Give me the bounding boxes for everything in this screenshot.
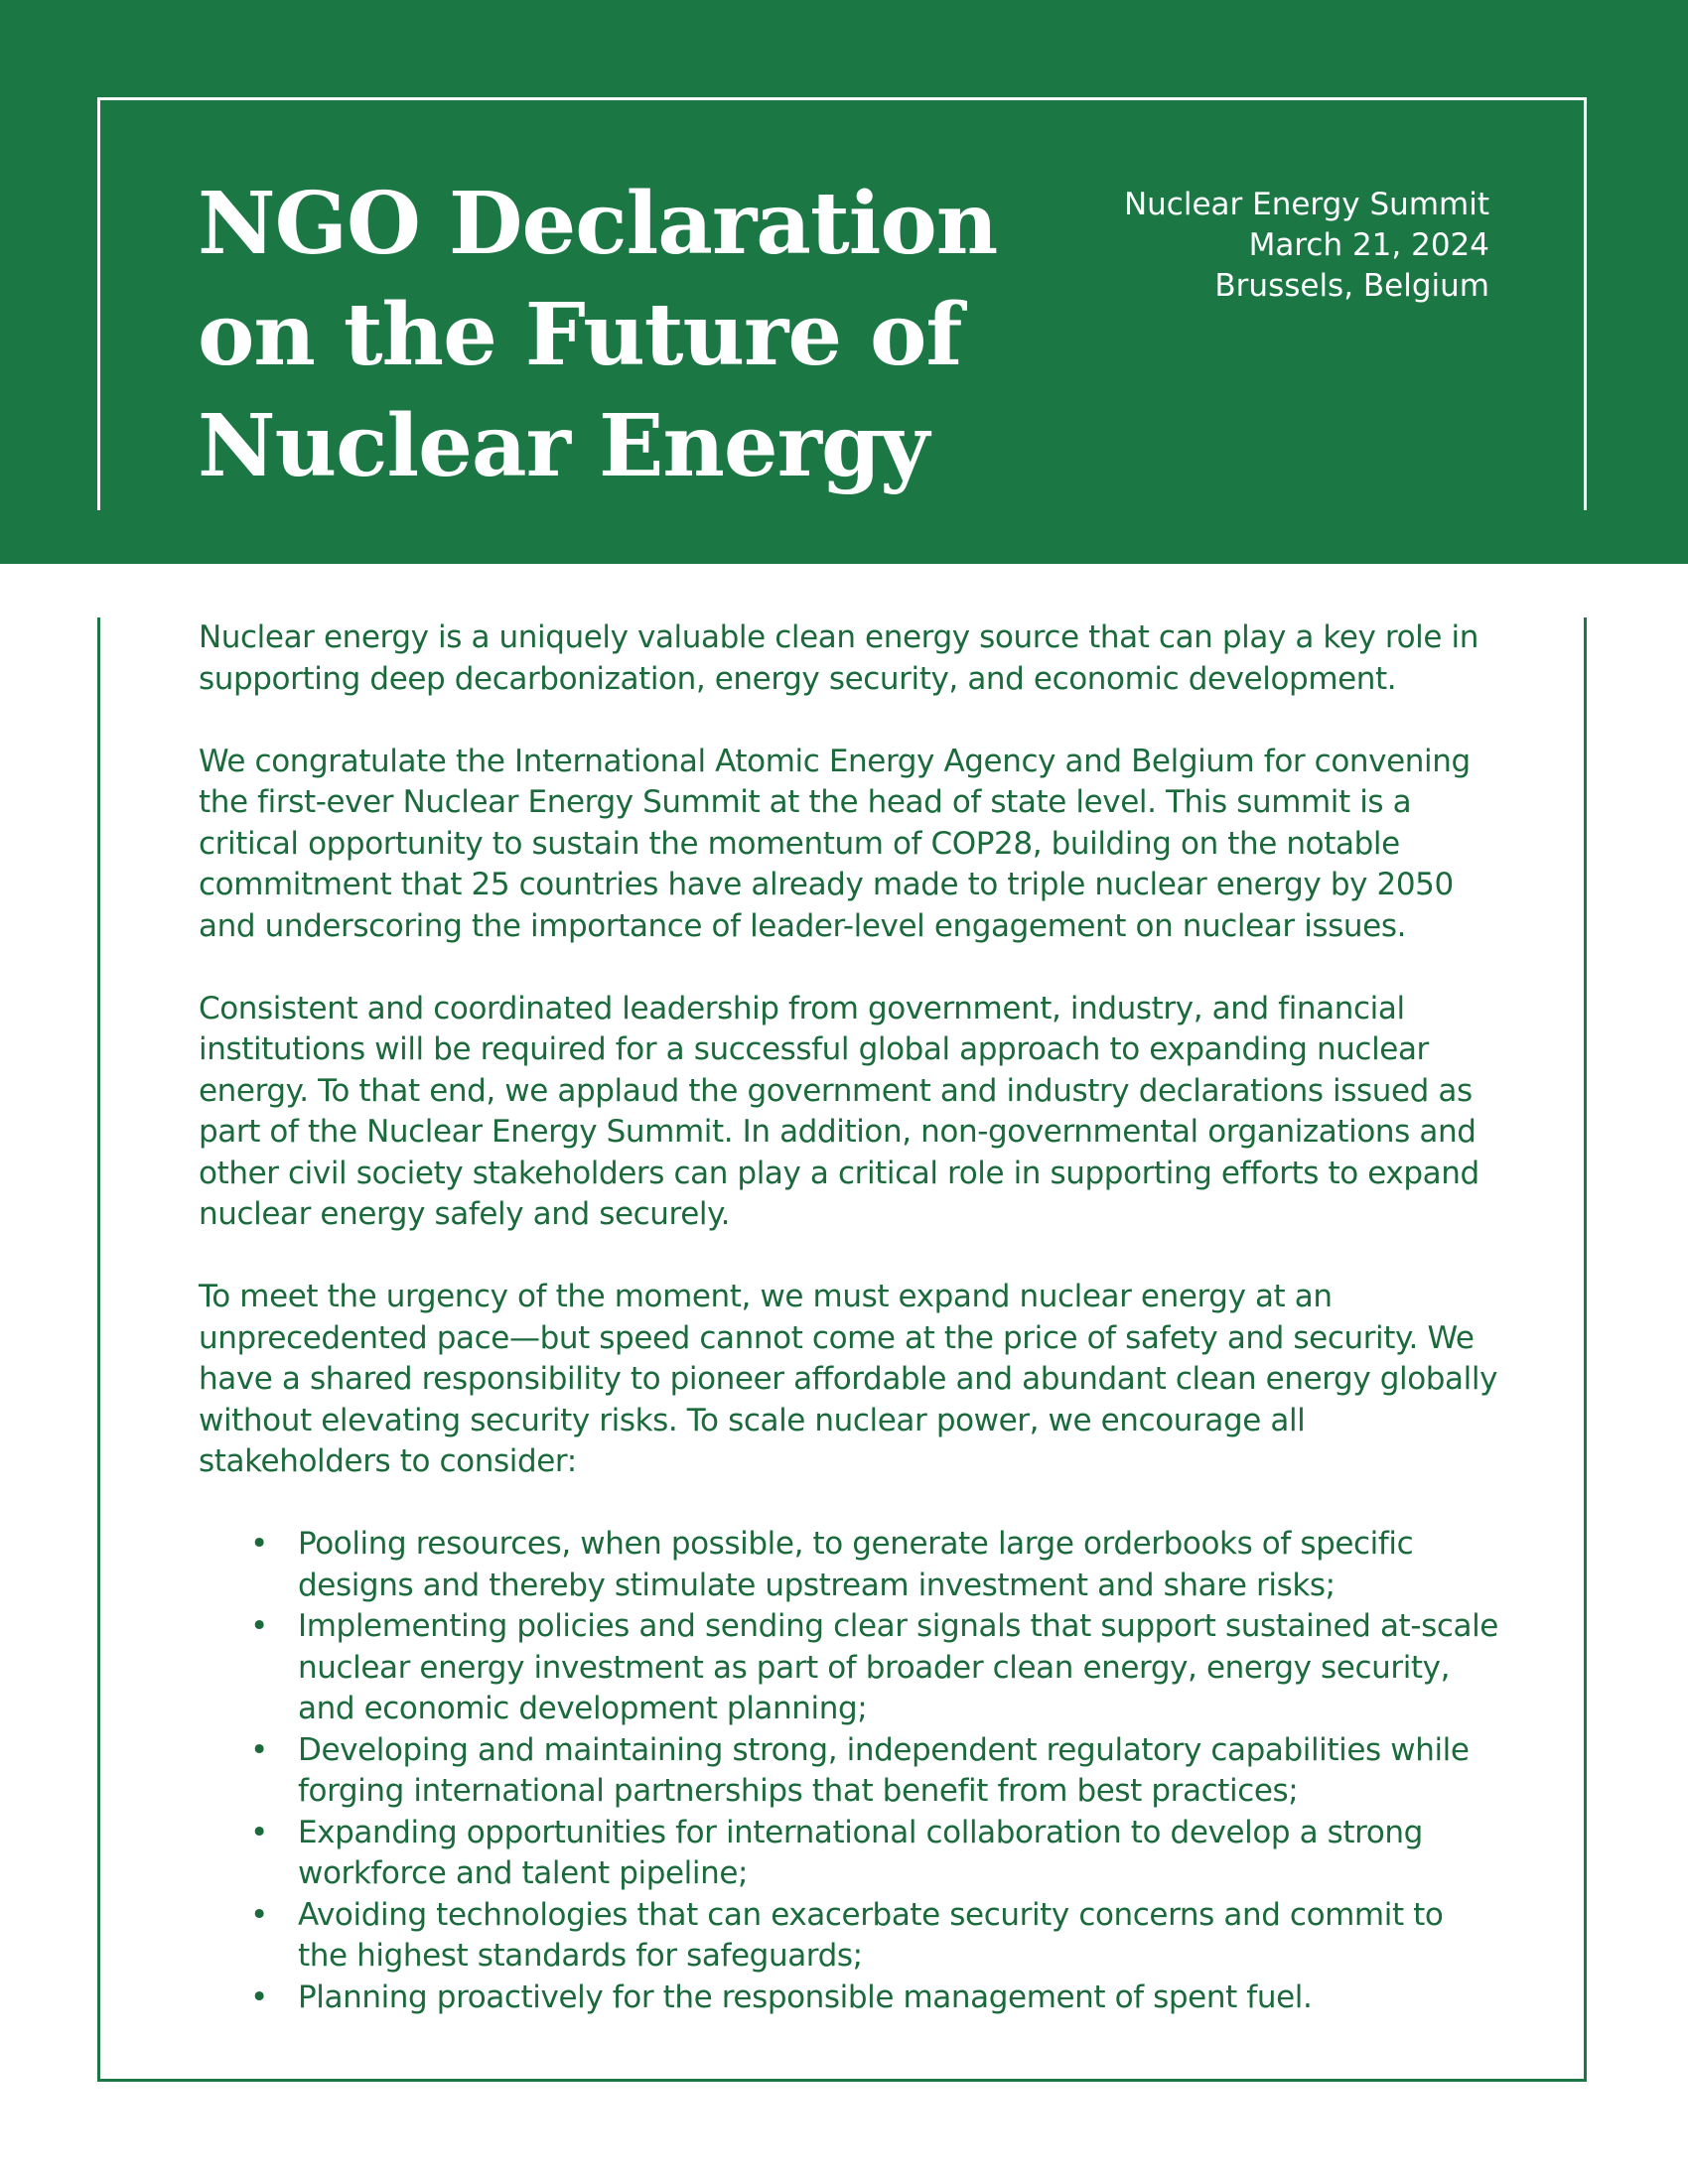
paragraph-leadership: Consistent and coordinated leadership from government, industry, and financial institutions will be required for a successful global approach to expanding nuclear energy. To that end, we applaud the government and industry declarations issued as part of the Nuclear Energy Summit. In addition, non-governmental organizations and other civil society stakeholders can play a critical role in supporting efforts to expand nuclear energy safely and securely. bbox=[199, 990, 1479, 1232]
paragraph-urgency: To meet the urgency of the moment, we must expand nuclear energy at an unprecedented pace—but speed cannot come at the price of safety and security. We have a shared responsibility to pioneer affordable and abundant clean energy globally without elevating security risks. To scale nuclear power, we encourage all stakeholders to consider: bbox=[199, 1279, 1498, 1479]
event-location: Brussels, Belgium bbox=[1214, 268, 1489, 304]
event-date: March 21, 2024 bbox=[1248, 227, 1489, 263]
list-item bbox=[199, 1524, 1499, 1606]
bullet-icon: • bbox=[250, 1896, 268, 1933]
list-item-text: Pooling resources, when possible, to generate large orderbooks of specific designs and thereby stimulate upstream investment and share risks; bbox=[298, 1526, 1414, 1603]
event-info bbox=[1124, 185, 1489, 307]
list-item-text: Expanding opportunities for international collaboration to develop a strong workforce and talent pipeline; bbox=[298, 1814, 1423, 1891]
bullet-icon: • bbox=[250, 1979, 268, 2015]
bullet-icon: • bbox=[250, 1608, 268, 1644]
list-item bbox=[199, 1895, 1499, 1978]
event-name: Nuclear Energy Summit bbox=[1123, 187, 1489, 222]
declaration-body bbox=[199, 617, 1499, 2018]
list-item-text: Implementing policies and sending clear signals that support sustained at-scale nuclear energy investment as part of broader clean energy, energy security, and economic development planning; bbox=[298, 1608, 1498, 1726]
list-item-text: Developing and maintaining strong, independent regulatory capabilities while forging international partnerships that benefit from best practices; bbox=[298, 1731, 1470, 1809]
bullet-icon: • bbox=[250, 1814, 268, 1850]
list-item bbox=[199, 1978, 1499, 2019]
document-title: NGO Declaration on the Future of Nuclear Energy bbox=[198, 174, 998, 496]
bullet-icon: • bbox=[250, 1731, 268, 1768]
list-item bbox=[199, 1730, 1499, 1813]
list-item bbox=[199, 1813, 1499, 1895]
paragraph-intro: Nuclear energy is a uniquely valuable clean energy source that can play a key role in supporting deep decarbonization, energy security, and economic development. bbox=[199, 619, 1478, 697]
list-item-text: Avoiding technologies that can exacerbate security concerns and commit to the highest standards for safeguards; bbox=[298, 1896, 1444, 1974]
list-item bbox=[199, 1606, 1499, 1730]
recommendations-list bbox=[199, 1524, 1499, 2018]
paragraph-congratulations: We congratulate the International Atomic Energy Agency and Belgium for convening the first-ever Nuclear Energy Summit at the head of state level. This summit is a critical opportunity to sustain the momentum of COP28, building on the notable commitment that 25 countries have already made to triple nuclear energy by 2050 and underscoring the importance of leader-level engagement on nuclear issues. bbox=[199, 743, 1471, 944]
bullet-icon: • bbox=[250, 1526, 268, 1562]
list-item-text: Planning proactively for the responsible management of spent fuel. bbox=[298, 1979, 1313, 2015]
